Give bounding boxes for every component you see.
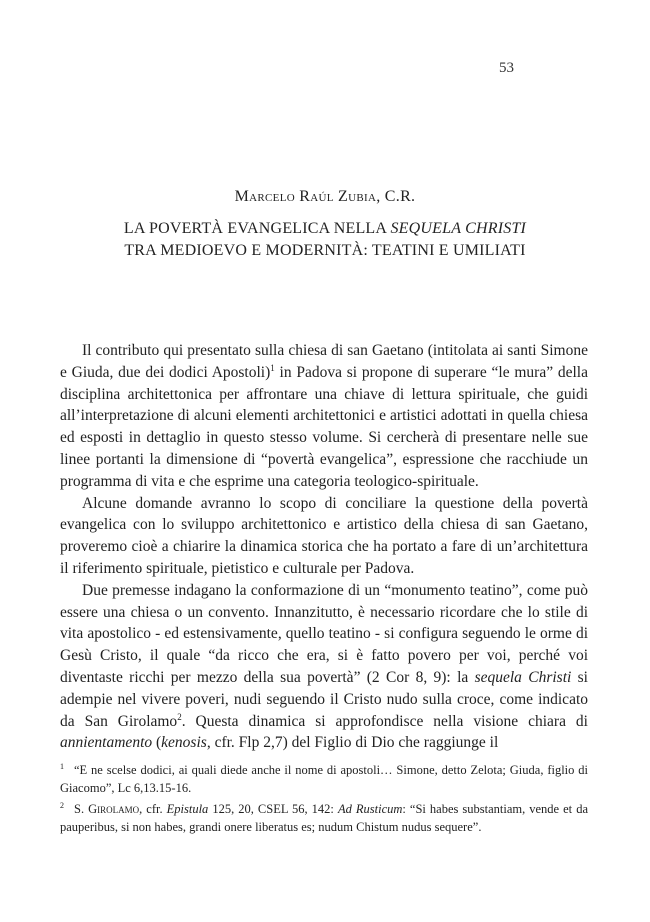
title-italic-text: SEQUELA CHRISTI (390, 220, 527, 237)
footnote-1-mark: 1 (60, 762, 64, 771)
footnote-2 (60, 797, 588, 836)
footnote-ref-1: 1 (270, 362, 275, 373)
p3-italic-annientamento: annientamento (60, 734, 153, 752)
footnote-2-text-d: : “Si habes substantiam, vende et da pauperibus, si non habes, grandi onere liberatus es; nudum Chistum nudus sequere”. (60, 802, 588, 834)
p3-italic-sequela: sequela Christi (474, 668, 572, 686)
p3-text-d: ( (152, 734, 162, 752)
page-number: 53 (499, 60, 514, 76)
title-line-1 (0, 218, 650, 240)
footnotes (60, 758, 588, 836)
footnote-1 (60, 758, 588, 797)
p3-text-c: . Questa dinamica si approfondisce nella visione chiara di (181, 712, 588, 730)
p1-text-b: in Padova si propone di superare “le mura” della disciplina architettonica per affrontare una chiave di lettura spirituale, che guidi all’interpretazione di alcuni elementi architettonici e artistici adottati in quella chiesa ed esposti in dettaglio in questo stesso volume. Si cercherà di presentare nelle sue linee portanti la dimensione di “povertà evangelica”, espressione che racchiude un programma di vita e che esprime una categoria teologico-spirituale. (60, 363, 588, 490)
footnote-2-author: Girolamo (88, 802, 140, 817)
footnote-1-text: “E ne scelse dodici, ai quali diede anche il nome di apostoli… Simone, detto Zelota; Giuda, figlio di Giacomo”, Lc 6,13.15-16. (60, 763, 588, 795)
title-line-2: TRA MEDIOEVO E MODERNITÀ: TEATINI E UMILIATI (124, 242, 526, 259)
footnote-2-italic-epistula: Epistula (166, 802, 209, 817)
article-title (0, 218, 650, 262)
author-name: Marcelo Raúl Zubia, C.R. (234, 188, 416, 205)
paragraph-1 (60, 340, 588, 493)
footnote-2-text-c: 125, 20, CSEL 56, 142: (208, 802, 338, 817)
footnote-ref-2: 2 (177, 711, 182, 722)
footnote-2-text-a: S. (74, 802, 89, 817)
p3-italic-kenosis: kenosis (161, 734, 207, 752)
paragraph-2: Alcune domande avranno lo scopo di conciliare la questione della povertà evangelica con lo sviluppo architettonico e artistico della chiesa di san Gaetano, proveremo cioè a chiarire la dinamica storica che ha portato a fare di un’architettura il riferimento spirituale, pietistico e culturale per Padova. (60, 494, 588, 577)
footnote-2-text-b: , cfr. (139, 802, 167, 817)
paragraph-3 (60, 580, 588, 754)
p3-text-a: Due premesse indagano la conformazione di un “monumento teatino”, come può essere una chiesa o un convento. Innanzitutto, è necessario ricordare che lo stile di vita apostolico - ed estensivamente, quello teatino - si configura seguendo le orme di Gesù Cristo, il quale “da ricco che era, si è fatto povero per voi, perché voi diventaste ricchi per mezzo della sua povertà” (2 Cor 8, 9): la (60, 581, 588, 686)
p3-text-e: , cfr. Flp 2,7) del Figlio di Dio che raggiunge il (206, 734, 499, 752)
title-line-1-text: LA POVERTÀ EVANGELICA NELLA (123, 220, 391, 237)
p3-text-b: si adempie nel vivere poveri, nudi seguendo il Cristo nudo sulla croce, come indicato da San Girolamo (60, 668, 588, 730)
footnote-2-mark: 2 (60, 801, 64, 811)
p1-text-a: Il contributo qui presentato sulla chiesa di san Gaetano (intitolata ai santi Simone e Giuda, due dei dodici Apostoli) (60, 342, 588, 381)
footnote-2-italic-rusticum: Ad Rusticum (337, 802, 403, 817)
body-text (60, 340, 588, 754)
